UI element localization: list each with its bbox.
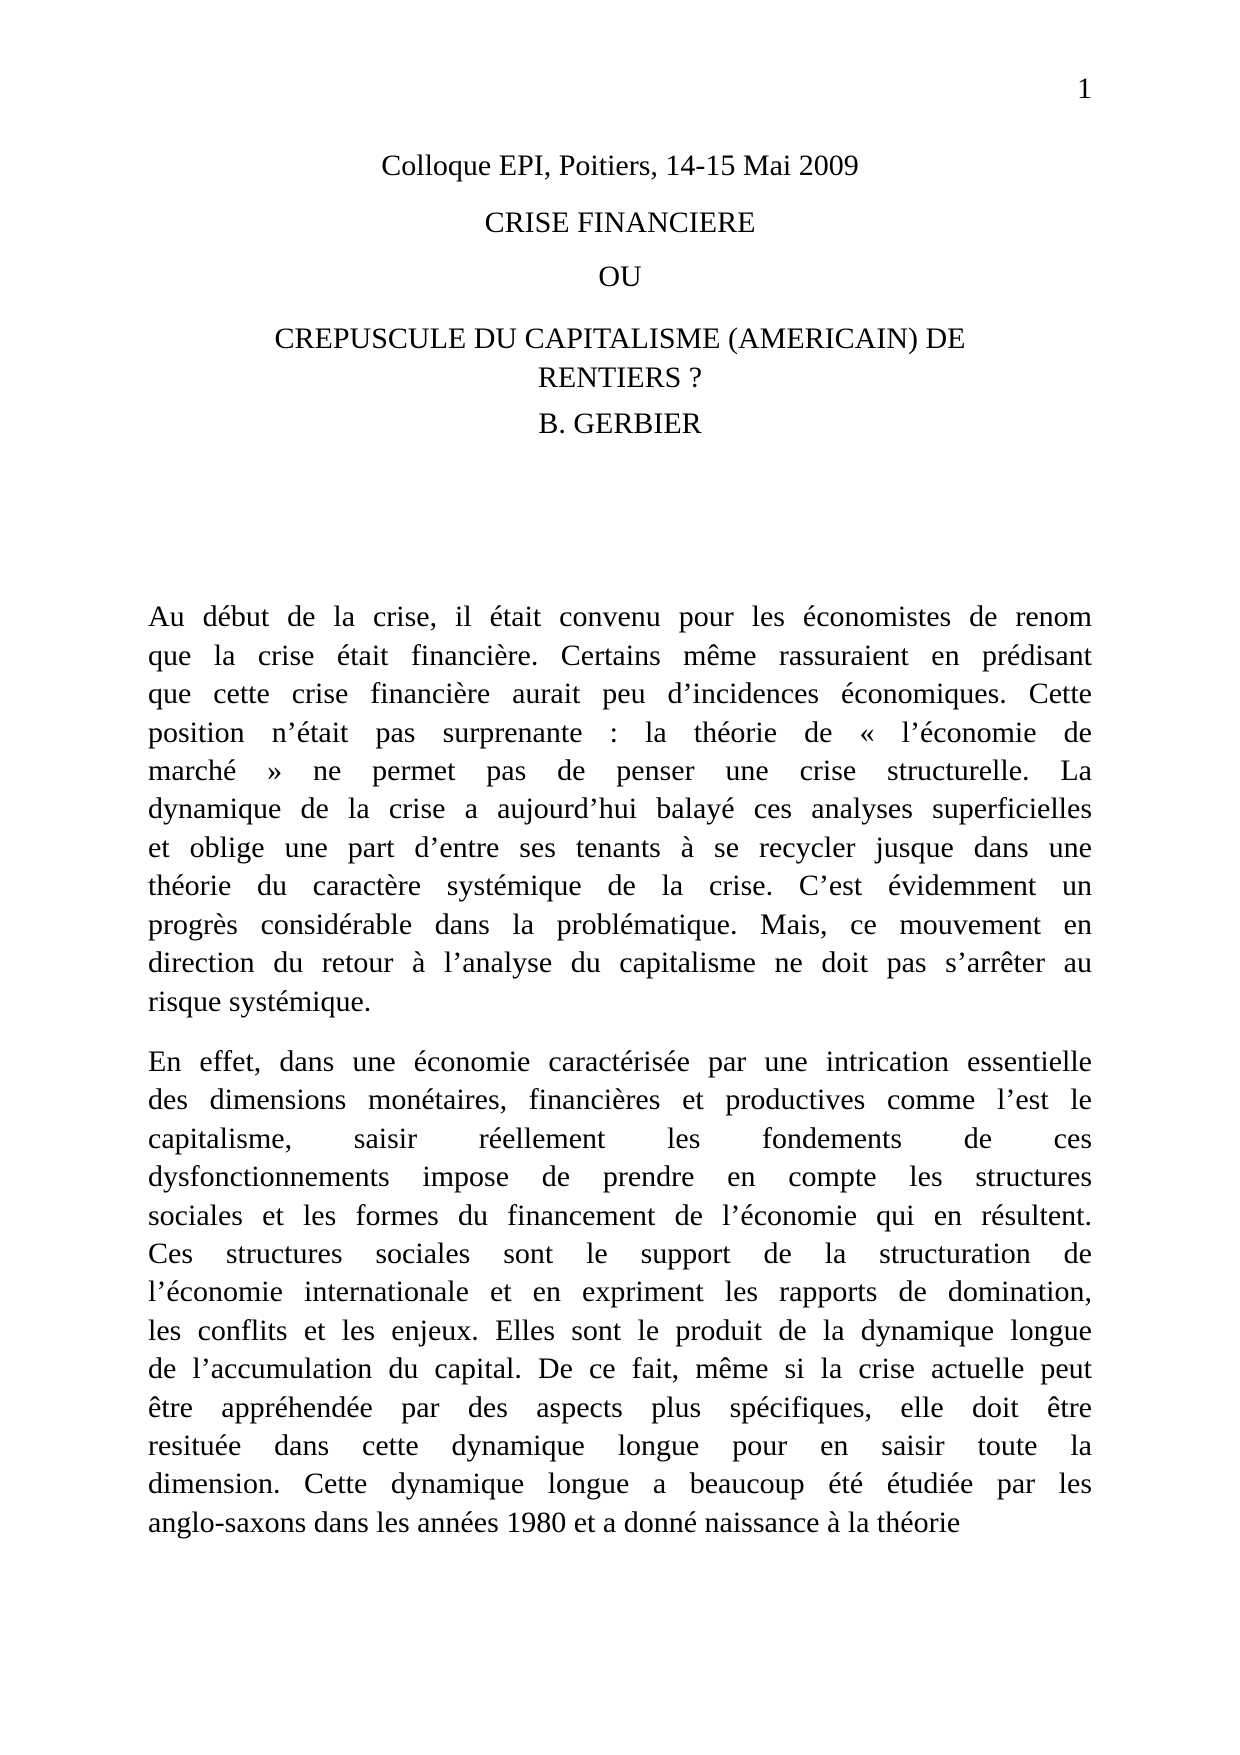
author-name: B. GERBIER bbox=[538, 407, 702, 441]
text-line: capitalisme, saisir réellement les fondements de ces bbox=[148, 1121, 1092, 1155]
text-line: Ces structures sociales sont le support de la structuration de bbox=[148, 1236, 1092, 1270]
text-line: dynamique de la crise a aujourd’hui balayé ces analyses superficielles bbox=[148, 792, 1092, 826]
text-line: resituée dans cette dynamique longue pour en saisir toute la bbox=[148, 1428, 1092, 1462]
subtitle-line-1: CREPUSCULE DU CAPITALISME (AMERICAIN) DE bbox=[274, 322, 966, 356]
text-line: dysfonctionnements impose de prendre en compte les structures bbox=[148, 1160, 1092, 1194]
text-line: marché » ne permet pas de penser une crise structurelle. La bbox=[148, 754, 1092, 788]
text-line: que cette crise financière aurait peu d’incidences économiques. Cette bbox=[148, 677, 1092, 711]
text-line: et oblige une part d’entre ses tenants à se recycler jusque dans une bbox=[148, 830, 1092, 864]
paragraph-1 bbox=[148, 598, 1092, 1020]
text-line: direction du retour à l’analyse du capitalisme ne doit pas s’arrêter au bbox=[148, 946, 1092, 980]
text-line: théorie du caractère systémique de la crise. C’est évidemment un bbox=[148, 869, 1092, 903]
paragraph-2 bbox=[148, 1043, 1092, 1542]
text-line: En effet, dans une économie caractérisée par une intrication essentielle bbox=[148, 1044, 1092, 1078]
text-line: risque systémique. bbox=[148, 984, 372, 1018]
text-line: dimension. Cette dynamique longue a beaucoup été étudiée par les bbox=[148, 1467, 1092, 1501]
page-number: 1 bbox=[1077, 72, 1092, 105]
text-line: position n’était pas surprenante : la théorie de « l’économie de bbox=[148, 715, 1092, 749]
text-line: sociales et les formes du financement de l’économie qui en résultent. bbox=[148, 1198, 1092, 1232]
text-line: Au début de la crise, il était convenu pour les économistes de renom bbox=[148, 600, 1092, 634]
subtitle bbox=[148, 320, 1092, 397]
text-line: que la crise était financière. Certains même rassuraient en prédisant bbox=[148, 638, 1092, 672]
text-line: les conflits et les enjeux. Elles sont le produit de la dynamique longue bbox=[148, 1313, 1092, 1347]
page-content bbox=[0, 147, 1240, 1542]
title-connector: OU bbox=[598, 259, 642, 293]
conference-title: Colloque EPI, Poitiers, 14-15 Mai 2009 bbox=[381, 149, 859, 182]
main-title: CRISE FINANCIERE bbox=[484, 206, 756, 240]
text-line: progrès considérable dans la problématique. Mais, ce mouvement en bbox=[148, 907, 1092, 941]
text-line: être appréhendée par des aspects plus spécifiques, elle doit être bbox=[148, 1390, 1092, 1424]
text-line: des dimensions monétaires, financières et productives comme l’est le bbox=[148, 1083, 1092, 1117]
subtitle-line-2: RENTIERS ? bbox=[537, 360, 703, 394]
text-line: l’économie internationale et en expriment les rapports de domination, bbox=[148, 1275, 1092, 1309]
text-line: de l’accumulation du capital. De ce fait, même si la crise actuelle peut bbox=[148, 1352, 1092, 1386]
text-line: anglo-saxons dans les années 1980 et a donné naissance à la théorie bbox=[148, 1505, 961, 1539]
